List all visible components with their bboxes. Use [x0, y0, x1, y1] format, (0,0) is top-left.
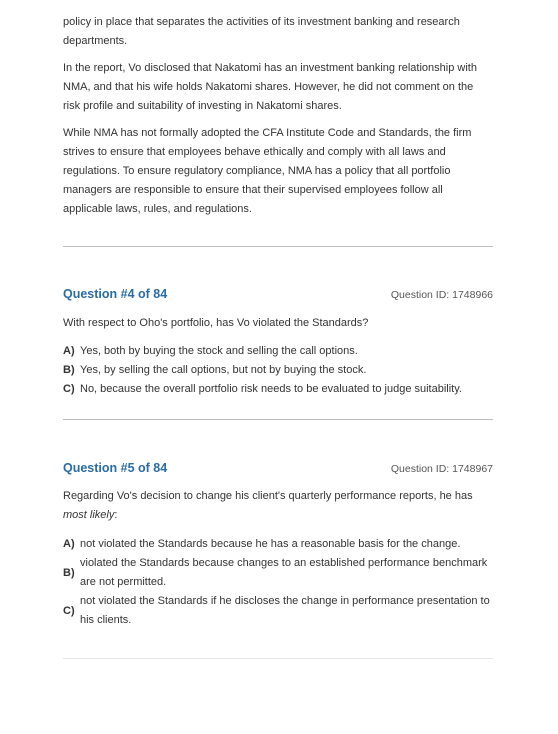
case-paragraph: policy in place that separates the activities of its investment banking and research departments. — [63, 16, 460, 47]
question-stem-suffix: : — [114, 509, 118, 521]
question-header — [63, 461, 493, 475]
option-text: Yes, both by buying the stock and selling the call options. — [80, 345, 358, 357]
document-page — [63, 0, 493, 659]
question-id: Question ID: 1748966 — [390, 289, 493, 301]
option-text: not violated the Standards because he has a reasonable basis for the change. — [80, 538, 461, 550]
answer-options — [63, 342, 493, 399]
question-header — [63, 287, 493, 301]
question-stem: With respect to Oho's portfolio, has Vo violated the Standards? — [63, 317, 369, 329]
section-divider — [63, 658, 493, 659]
answer-option[interactable] — [63, 380, 493, 399]
case-paragraph: In the report, Vo disclosed that Nakatomi has an investment banking relationship with NMA, and that his wife holds Nakatomi shares. However, he did not comment on the risk profile and suitability of investing in Nakatomi shares. — [63, 62, 477, 112]
option-letter: C) — [63, 604, 75, 617]
case-paragraph: While NMA has not formally adopted the CFA Institute Code and Standards, the firm strives to ensure that employees behave ethically and comply with all laws and regulations. To ensure regulatory compliance, NMA has a policy that all portfolio managers are responsible to ensure that their supervised employees follow all applicable laws, rules, and regulations. — [63, 127, 472, 215]
option-letter: A) — [63, 538, 75, 550]
question-title: Question #4 of 84 — [63, 287, 168, 301]
option-letter: C) — [63, 383, 75, 395]
answer-option[interactable] — [63, 535, 493, 554]
option-letter: B) — [63, 364, 75, 376]
option-text: No, because the overall portfolio risk needs to be evaluated to judge suitability. — [80, 383, 462, 395]
option-text: Yes, by selling the call options, but not by buying the stock. — [80, 364, 367, 376]
answer-option[interactable] — [63, 342, 493, 361]
option-text: violated the Standards because changes to an established performance benchmark are not permitted. — [80, 557, 488, 588]
question-stem-text: Regarding Vo's decision to change his client's quarterly performance reports, he has — [63, 490, 473, 502]
option-text: not violated the Standards if he discloses the change in performance presentation to his clients. — [80, 595, 490, 626]
question-block — [63, 420, 493, 630]
question-id: Question ID: 1748967 — [390, 463, 493, 475]
option-letter: B) — [63, 566, 75, 579]
answer-option[interactable] — [63, 592, 493, 630]
answer-option[interactable] — [63, 554, 493, 592]
answer-options — [63, 535, 493, 630]
question-stem-emphasis: most likely — [63, 509, 115, 521]
question-title: Question #5 of 84 — [63, 461, 168, 475]
question-block — [63, 247, 493, 399]
case-text — [63, 0, 493, 219]
option-letter: A) — [63, 345, 75, 357]
question-stem — [63, 487, 493, 525]
answer-option[interactable] — [63, 361, 493, 380]
